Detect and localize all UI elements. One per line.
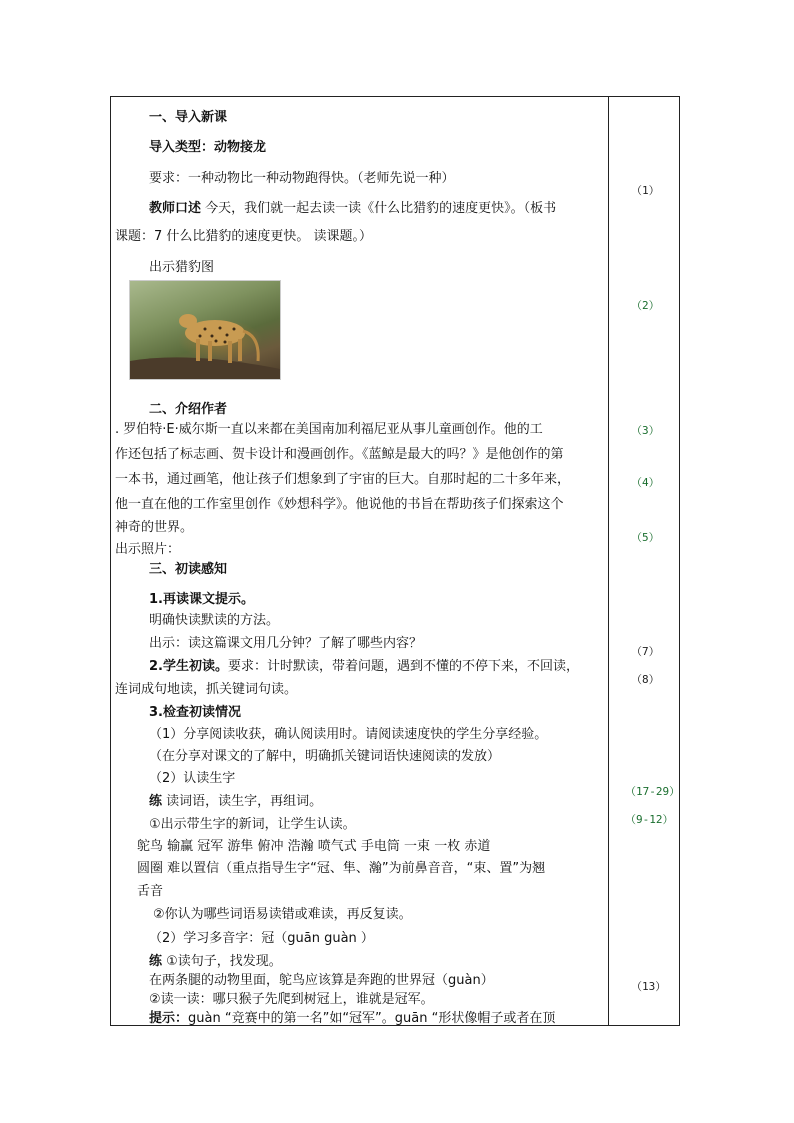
teacher-speech-label: 教师口述 [149,201,202,216]
section1-title: 一、导入新课 [149,110,228,125]
section2-title: 二、介绍作者 [149,402,228,417]
show-photo: 出示照片： [115,542,181,557]
practice2-label: 练 [149,954,163,969]
note-2: （2） [631,299,660,312]
teacher-speech [149,201,556,217]
note-13: （13） [631,980,667,993]
vocab-line3: 舌音 [137,884,164,899]
step2 [149,659,579,675]
hint-text: guàn “竞赛中的第一名”如“冠军”。guān “形状像帽子或者在顶 [188,1011,556,1026]
step2-text: 要求：计时默读，带着问题，遇到不懂的不停下来，不回读， [227,659,579,674]
intro-type [149,140,266,156]
step3-d [149,794,322,810]
step1-b: 出示：读这篇课文用几分钟？了解了哪些内容？ [149,636,423,651]
step3-a: （1）分享阅读收获，确认阅读用时。请阅读速度快的学生分享经验。 [149,727,548,742]
step3-b: （在分享对课文的了解中，明确抓关键词语快速阅读的发放） [149,749,501,764]
section3-title: 三、初读感知 [149,562,228,577]
author-para-line2: 作还包括了标志画、贺卡设计和漫画创作。《蓝鲸是最大的吗？》是他创作的第 [115,447,564,462]
step3-k [149,954,282,970]
polyphone-title: （2）学习多音字：冠（guān guàn ） [149,931,374,946]
cheetah-photo [129,280,281,380]
note-5: （5） [631,531,660,544]
intro-type-value: 动物接龙 [214,140,267,155]
author-para-line3: 一本书，通过画笔，他让孩子们想象到了宇宙的巨大。自那时起的二十多年来， [115,472,571,487]
teacher-speech-cont: 课题：7 什么比猎豹的速度更快。 读课题。） [115,229,373,244]
column-divider [608,97,609,1025]
step3-i: ②你认为哪些词语易读错或难读，再反复读。 [153,907,412,922]
sentence-line: 在两条腿的动物里面，鸵鸟应该算是奔跑的世界冠（guàn） [149,973,494,988]
note-9-12: （9-12） [625,813,674,826]
vocab-line1: 鸵鸟 输赢 冠军 游隼 俯冲 浩瀚 喷气式 手电筒 一束 一枚 赤道 [137,839,491,854]
intro-type-label: 导入类型： [149,140,215,155]
cheetah-silhouette [130,281,280,379]
requirement-line: 要求：一种动物比一种动物跑得快。（老师先说一种） [149,171,455,186]
note-3: （3） [631,424,660,437]
author-para-line1: . 罗伯特·E·威尔斯一直以来都在美国南加利福尼亚从事儿童画创作。他的工 [115,422,543,437]
step1-title: 1.再读课文提示。 [149,592,254,607]
step3-c: （2）认读生字 [149,771,236,786]
show-cheetah-image: 出示猎豹图 [149,260,215,275]
author-para-line5: 神奇的世界。 [115,520,194,535]
note-17-29: （17-29） [625,785,681,798]
note-8: （8） [631,673,660,686]
step3-e: ①出示带生字的新词，让学生认读。 [149,817,356,832]
note-7: （7） [631,645,660,658]
teacher-speech-text: 今天，我们就一起去读一读《什么比猎豹的速度更快》。（板书 [201,201,557,216]
note-1: （1） [631,184,660,197]
lesson-plan-table [110,96,680,1026]
step3-title: 3.检查初读情况 [149,705,241,720]
read-line: ②读一读：哪只猴子先爬到树冠上，谁就是冠军。 [149,992,434,1007]
step1-a: 明确快读默读的方法。 [149,613,280,628]
step2-cont: 连词成句地读，抓关键词句读。 [115,682,298,697]
practice-text: 读词语，读生字，再组词。 [162,794,323,809]
practice-label: 练 [149,794,163,809]
hint-line [149,1011,555,1027]
hint-label: 提示： [149,1011,189,1026]
author-para-line4: 他一直在他的工作室里创作《妙想科学》。他说他的书旨在帮助孩子们探索这个 [115,497,564,512]
note-4: （4） [631,476,660,489]
step2-label: 2.学生初读。 [149,659,228,674]
vocab-line2: 圆圈 难以置信（重点指导生字“冠、隼、瀚”为前鼻音音，“束、置”为翘 [137,861,546,876]
practice2-text: ①读句子，找发现。 [162,954,282,969]
